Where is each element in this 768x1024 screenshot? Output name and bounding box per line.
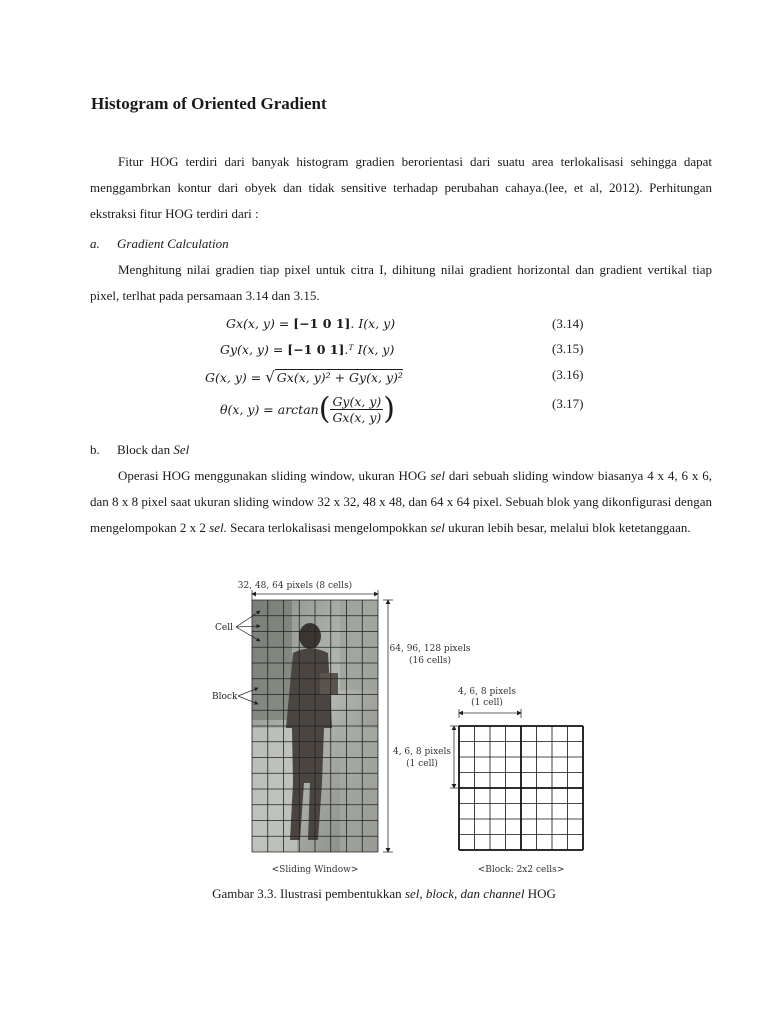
eq4-lhs: θ(x, y) = arctan: [220, 402, 319, 417]
equation-number-3-14: (3.14): [552, 316, 584, 331]
block-height-label-1: 4, 6, 8 pixels: [392, 747, 452, 757]
equation-3-15: [220, 342, 394, 357]
equation-3-16: G(x, y) = √ Gx(x, y)² + Gy(x, y)²: [205, 368, 403, 386]
eq1-kernel: [−1 0 1]: [293, 316, 351, 331]
para3-part4: ukuran lebih besar, melalui blok ketetanggaan.: [444, 520, 691, 535]
eq3-lhs: G(x, y) =: [205, 370, 266, 385]
eq1-lhs: Gx(x, y) =: [226, 316, 294, 331]
block-caption-label: <Block: 2x2 cells>: [477, 865, 565, 875]
list-title-a: Gradient Calculation: [117, 236, 229, 251]
block-width-label-1: 4, 6, 8 pixels: [457, 687, 517, 697]
paragraph-gradient: Menghitung nilai gradien tiap pixel untuk citra I, dihitung nilai gradient horizontal dan gradient vertikal tiap pixel, terlhat pada persamaan 3.14 dan 3.15.: [90, 262, 712, 303]
equation-3-17: θ(x, y) = arctan( $\frac{Gy(x, y)}{Gx(x, y)}$ ): [220, 391, 396, 427]
block-label: Block: [212, 692, 238, 702]
section-heading: Histogram of Oriented Gradient: [91, 94, 327, 113]
paragraph-intro: Fitur HOG terdiri dari banyak histogram gradien berorientasi dari suatu area terlokalisasi sehingga dapat menggambrkan kontur dari obyek dan tidak sensitive terhadap perubahan cahaya.(lee, et al, 2012). Perhitungan ekstraksi fitur HOG terdiri dari :: [90, 154, 712, 221]
eq3-radicand: Gx(x, y)² + Gy(x, y)²: [276, 370, 403, 385]
list-marker-a: a.: [90, 236, 100, 251]
para3-part3: Secara terlokalisasi mengelompokkan: [226, 520, 431, 535]
para3-part1: Operasi HOG menggunakan sliding window, ukuran HOG: [118, 468, 431, 483]
para3-part2: dari sebuah sliding window biasanya 4 x 4, 6 x 6, dan 8 x 8 pixel saat ukuran sliding window 32 x 32, 48 x 48, dan 64 x 64 pixel. Sebuah blok yang dikonfigurasi dengan mengelompokan 2 x 2: [90, 468, 712, 535]
para3-sel1: sel: [430, 468, 445, 483]
list-item-a: [90, 231, 229, 257]
list-title-b: Block dan: [117, 442, 174, 457]
caption-suffix: HOG: [524, 886, 556, 901]
eq4-denominator: Gx(x, y): [332, 410, 382, 425]
equation-number-3-15: (3.15): [552, 341, 584, 356]
hog-illustration: [200, 578, 600, 878]
caption-prefix: Gambar 3.3. Ilustrasi pembentukkan: [212, 886, 405, 901]
sliding-window-label: <Sliding Window>: [271, 865, 359, 875]
paragraph-block-sel: [90, 463, 712, 541]
eq2-rhs: .ᵀ I(x, y): [344, 342, 395, 357]
figure-caption: [0, 886, 768, 902]
cell-label: Cell: [215, 623, 233, 633]
hog-figure: [200, 578, 600, 878]
eq2-kernel: [−1 0 1]: [287, 342, 345, 357]
eq2-lhs: Gy(x, y) =: [220, 342, 288, 357]
block-width-label-2: (1 cell): [471, 698, 503, 708]
block-height-label-2: (1 cell): [406, 759, 438, 769]
height-label-2: (16 cells): [408, 656, 452, 666]
width-label: 32, 48, 64 pixels (8 cells): [237, 581, 353, 591]
block-grid: [459, 726, 583, 850]
para3-sel3: sel: [430, 520, 445, 535]
equation-number-3-17: (3.17): [552, 396, 584, 411]
para3-sel2: sel.: [209, 520, 227, 535]
caption-italic: sel, block, dan channel: [404, 886, 525, 901]
list-marker-b: b.: [90, 442, 100, 457]
equation-3-14: [226, 316, 395, 331]
height-label-1: 64, 96, 128 pixels: [389, 644, 471, 654]
list-title-b-italic: Sel: [173, 442, 190, 457]
eq1-rhs: . I(x, y): [350, 316, 396, 331]
list-item-b: [90, 437, 189, 463]
eq4-numerator: Gy(x, y): [332, 394, 382, 409]
equation-number-3-16: (3.16): [552, 367, 584, 382]
